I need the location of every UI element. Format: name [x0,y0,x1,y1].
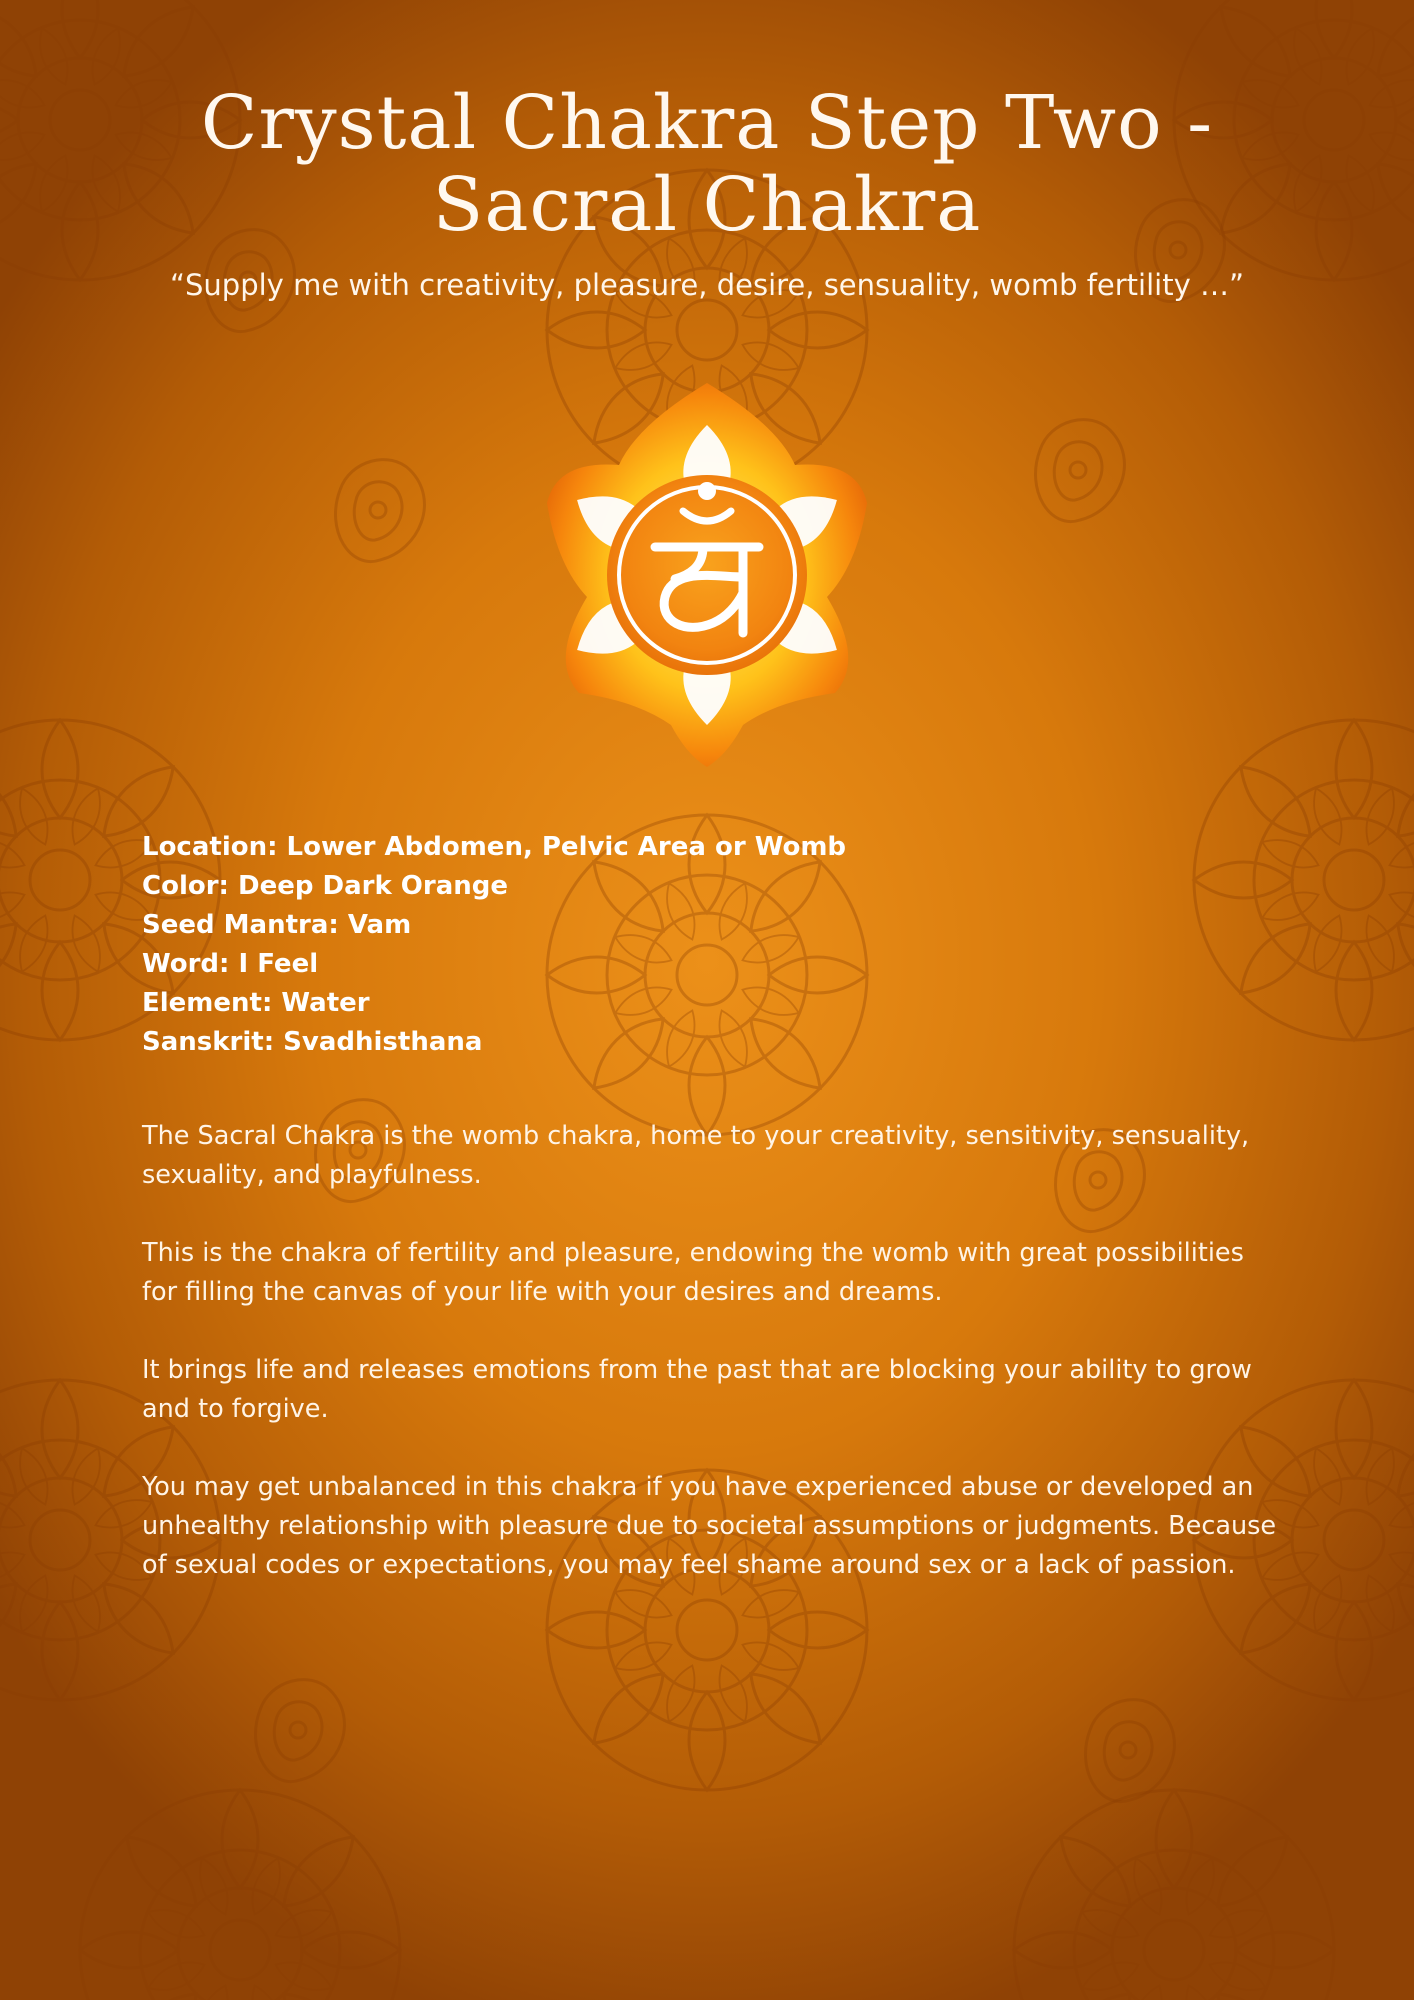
description-text [142,1117,1282,1624]
chakra-facts-list [142,828,1242,1062]
fact-seed-mantra: Seed Mantra: Vam [142,910,412,940]
fact-element: Element: Water [142,988,370,1018]
fact-location: Location: Lower Abdomen, Pelvic Area or Womb [142,832,847,862]
paragraph: This is the chakra of fertility and pleasure, endowing the womb with great possibilities for filling the canvas of your life with your desires and dreams. [142,1238,1244,1307]
page-title-line-2: Sacral Chakra [432,162,982,248]
intro-quote: “Supply me with creativity, pleasure, desire, sensuality, womb fertility …” [170,268,1244,302]
fact-word: Word: I Feel [142,949,319,979]
paragraph: The Sacral Chakra is the womb chakra, home to your creativity, sensitivity, sensuality, sexuality, and playfulness. [142,1121,1250,1190]
paragraph: It brings life and releases emotions from the past that are blocking your ability to grow and to forgive. [142,1355,1252,1424]
sacral-chakra-symbol-icon [547,383,867,767]
fact-sanskrit: Sanskrit: Svadhisthana [142,1027,483,1057]
paragraph: You may get unbalanced in this chakra if you have experienced abuse or developed an unhealthy relationship with pleasure due to societal assumptions or judgments. Because of sexual codes or expectations, you may feel shame around sex or a lack of passion. [142,1472,1277,1580]
fact-color: Color: Deep Dark Orange [142,871,509,901]
page-title [120,82,1294,246]
page-title-line-1: Crystal Chakra Step Two - [200,80,1214,166]
